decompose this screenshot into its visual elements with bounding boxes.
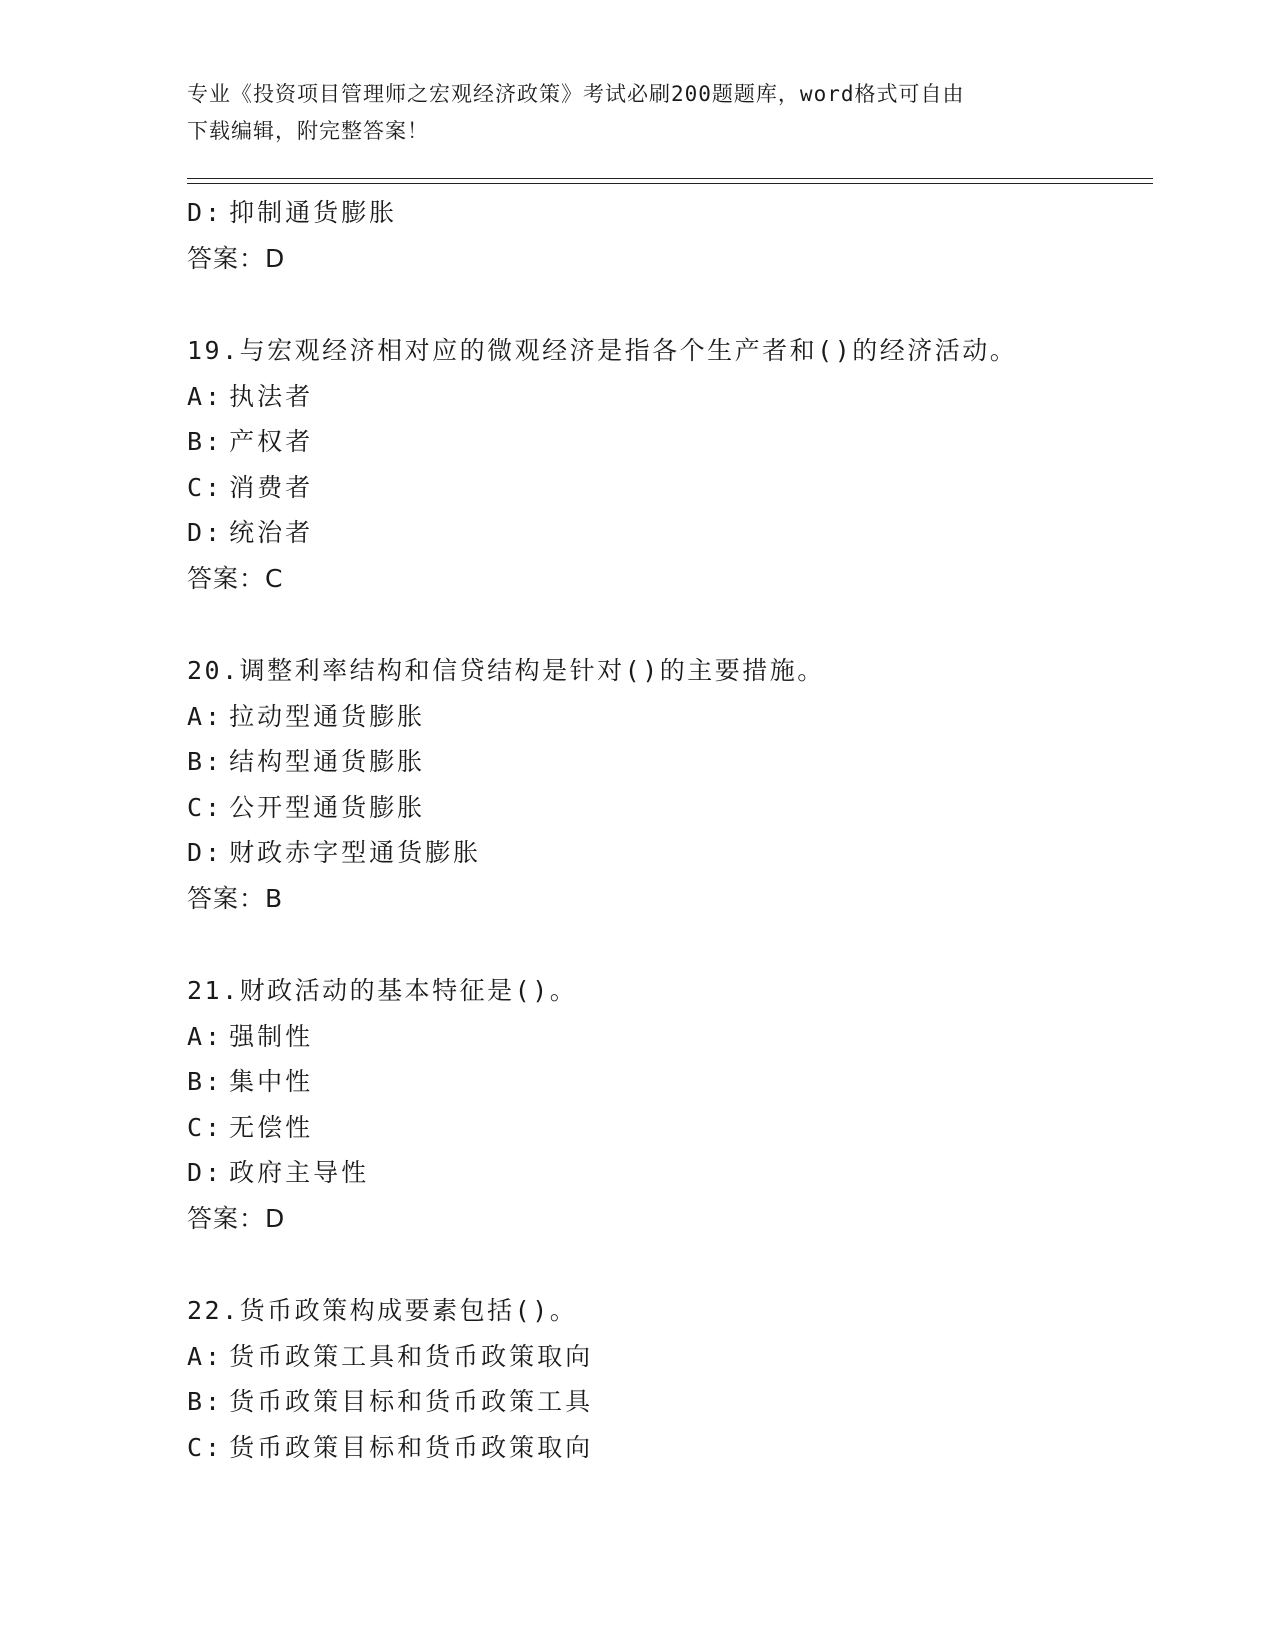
option-text: 货币政策目标和货币政策取向 [229,1432,594,1462]
question-text: 21.财政活动的基本特征是()。 [187,976,578,1005]
option-letter: C: [187,792,224,822]
option-text: 抑制通货膨胀 [229,198,398,227]
option-line [187,374,1167,420]
question-block [187,1288,1167,1470]
option-line [187,190,1167,236]
option-letter: A: [187,1341,224,1371]
option-letter: D: [187,198,224,227]
option-letter: D: [187,518,224,547]
option-letter: D: [187,1158,224,1187]
option-line [187,1150,1167,1196]
option-letter: A: [187,381,224,411]
option-text: 统治者 [229,518,314,547]
option-line [187,510,1167,556]
option-line [187,1425,1167,1471]
option-letter: C: [187,1432,224,1462]
question-block [187,328,1167,601]
option-letter: B: [187,427,224,456]
option-text: 政府主导性 [229,1158,370,1187]
option-line [187,1379,1167,1425]
answer-line: 答案：D [187,1203,286,1233]
question-text: 19.与宏观经济相对应的微观经济是指各个生产者和()的经济活动。 [187,336,1018,365]
option-line [187,694,1167,740]
option-line [187,739,1167,785]
option-line [187,1059,1167,1105]
option-text: 货币政策目标和货币政策工具 [229,1387,594,1416]
option-line [187,1334,1167,1380]
header-divider-bottom [187,183,1153,184]
option-line [187,830,1167,876]
option-line [187,1014,1167,1060]
option-text: 集中性 [229,1067,314,1096]
option-letter: A: [187,701,224,731]
option-letter: B: [187,1387,224,1416]
document-header [187,76,1087,150]
option-text: 强制性 [229,1021,314,1051]
question-text: 22.货币政策构成要素包括()。 [187,1296,578,1325]
option-text: 执法者 [229,381,314,411]
option-text: 财政赤字型通货膨胀 [229,838,482,867]
option-letter: C: [187,1112,224,1142]
answer-line: 答案：D [187,243,286,273]
question-block [187,968,1167,1241]
question-list [187,190,1167,1470]
option-letter: B: [187,1067,224,1096]
option-letter: C: [187,472,224,502]
option-line [187,419,1167,465]
header-line-1: 专业《投资项目管理师之宏观经济政策》考试必刷200题题库，word格式可自由 [187,82,965,106]
option-letter: D: [187,838,224,867]
option-letter: B: [187,747,224,776]
option-line [187,785,1167,831]
header-divider-top [187,178,1153,179]
option-letter: A: [187,1021,224,1051]
question-block [187,648,1167,921]
option-text: 公开型通货膨胀 [229,792,426,822]
option-text: 货币政策工具和货币政策取向 [229,1341,594,1371]
option-text: 无偿性 [229,1112,314,1142]
header-line-2: 下载编辑，附完整答案！ [187,119,429,143]
option-text: 拉动型通货膨胀 [229,701,426,731]
answer-line: 答案：B [187,883,284,913]
option-line [187,465,1167,511]
option-text: 消费者 [229,472,314,502]
option-line [187,1105,1167,1151]
question-text: 20.调整利率结构和信贷结构是针对()的主要措施。 [187,656,825,685]
option-text: 结构型通货膨胀 [229,747,426,776]
answer-line: 答案：C [187,563,284,593]
option-text: 产权者 [229,427,314,456]
